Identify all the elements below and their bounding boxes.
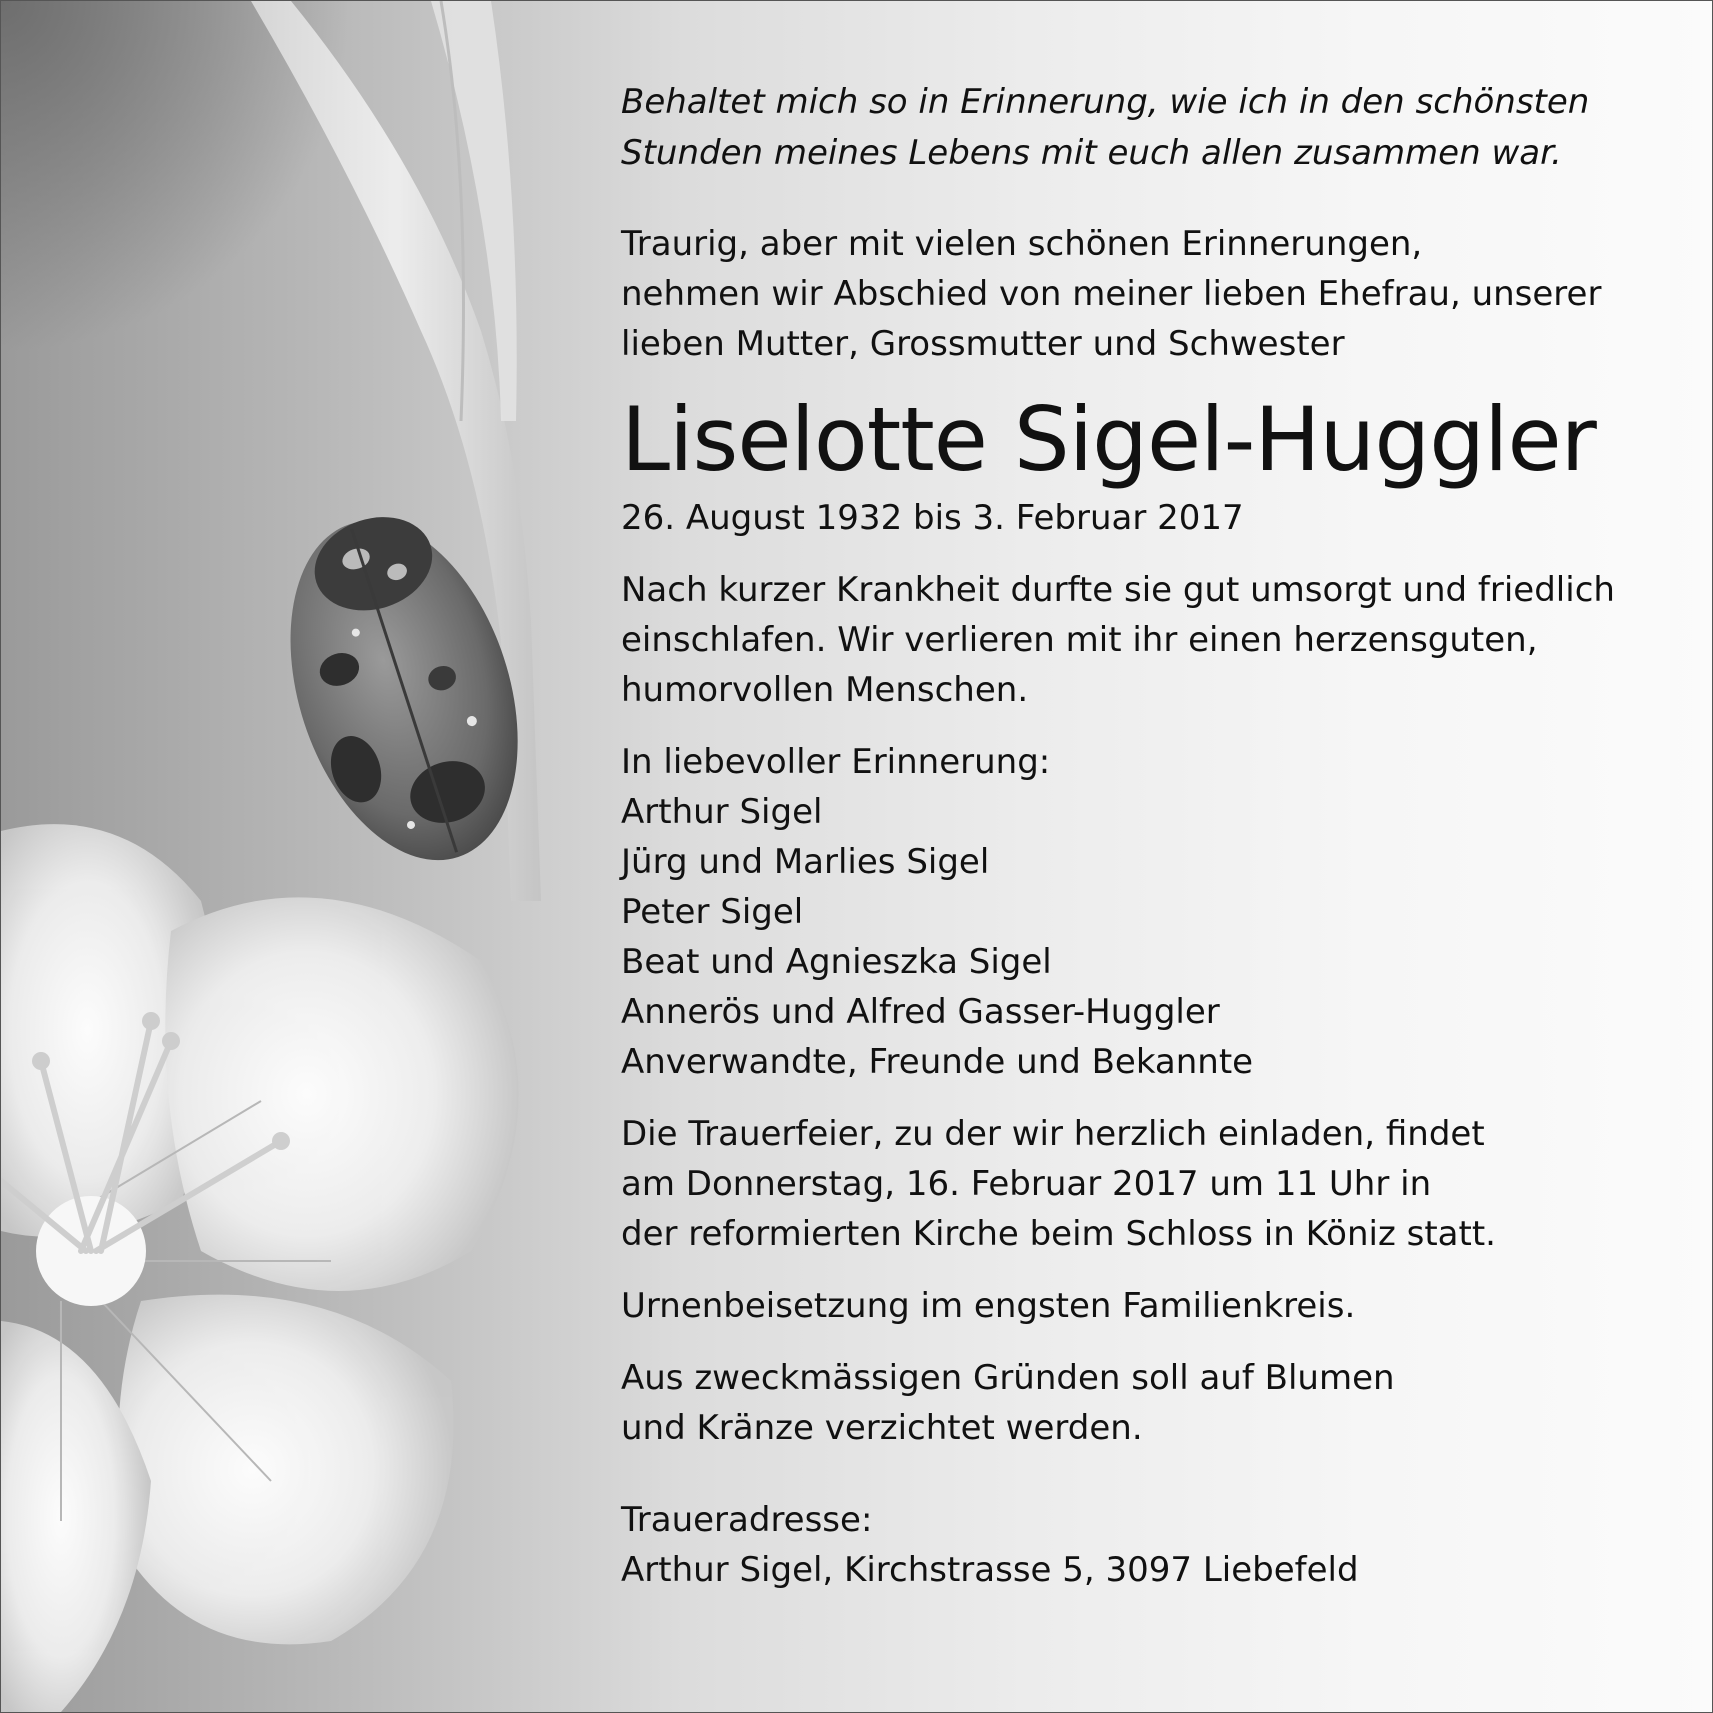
address-label: Traueradresse: bbox=[621, 1500, 873, 1540]
mourners-heading: In liebevoller Erinnerung: bbox=[621, 742, 1051, 782]
mourner-name: Jürg und Marlies Sigel bbox=[621, 842, 990, 882]
address-value: Arthur Sigel, Kirchstrasse 5, 3097 Liebefeld bbox=[621, 1550, 1359, 1590]
mourner-name: Arthur Sigel bbox=[621, 792, 823, 832]
service-text: Die Trauerfeier, zu der wir herzlich einladen, findet am Donnerstag, 16. Februar 2017 um 11 Uhr in der reformierten Kirche beim Schloss in Köniz statt. bbox=[621, 1114, 1496, 1254]
flower bbox=[1, 824, 519, 1712]
deceased-name: Liselotte Sigel-Huggler bbox=[621, 388, 1596, 491]
memorial-quote: Behaltet mich so in Erinnerung, wie ich in den schönsten Stunden meines Lebens mit euch allen zusammen war. bbox=[621, 82, 1590, 173]
mourner-name: Anverwandte, Freunde und Bekannte bbox=[621, 1042, 1254, 1082]
flowers-text: Aus zweckmässigen Gründen soll auf Blumen und Kränze verzichtet werden. bbox=[621, 1358, 1395, 1448]
passing-text: Nach kurzer Krankheit durfte sie gut umsorgt und friedlich einschlafen. Wir verlieren mit ihr einen herzensguten, humorvollen Menschen. bbox=[621, 570, 1615, 710]
life-dates: 26. August 1932 bis 3. Februar 2017 bbox=[621, 498, 1244, 538]
mourners-list bbox=[621, 737, 1661, 1087]
mourner-name: Annerös und Alfred Gasser-Huggler bbox=[621, 992, 1220, 1032]
burial-text: Urnenbeisetzung im engsten Familienkreis. bbox=[621, 1286, 1356, 1326]
mourning-address bbox=[621, 1495, 1661, 1595]
mourner-name: Beat und Agnieszka Sigel bbox=[621, 942, 1052, 982]
obituary-text bbox=[621, 77, 1661, 1595]
intro-text: Traurig, aber mit vielen schönen Erinnerungen, nehmen wir Abschied von meiner lieben Ehefrau, unserer lieben Mutter, Grossmutter und Schwester bbox=[621, 224, 1602, 364]
mourner-name: Peter Sigel bbox=[621, 892, 804, 932]
